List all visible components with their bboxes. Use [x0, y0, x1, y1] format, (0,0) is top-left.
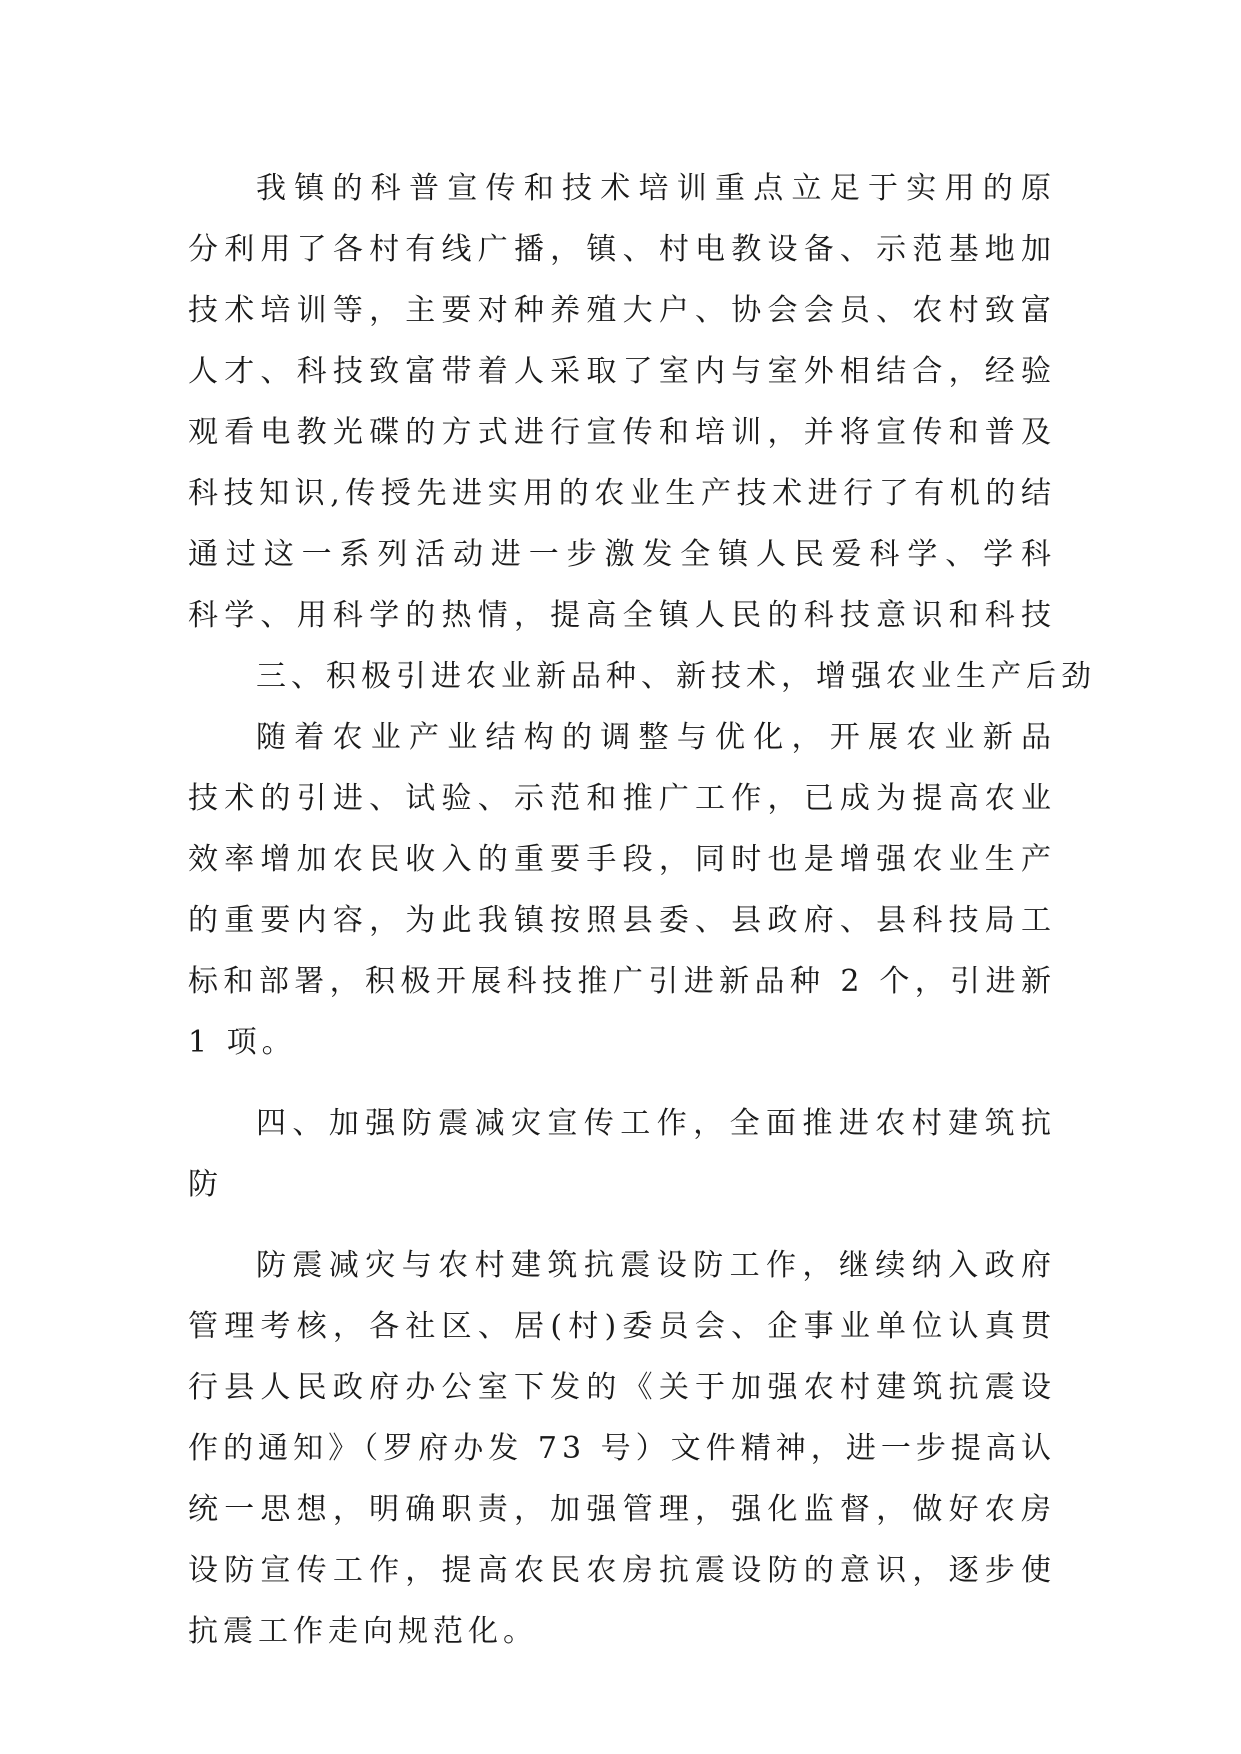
- section-heading-4: [188, 1093, 1056, 1215]
- text-line: 效率增加农民收入的重要手段，同时也是增强农业生产: [188, 842, 1056, 877]
- text-line: 科技知识,传授先进实用的农业生产技术进行了有机的结: [188, 476, 1056, 511]
- paragraph-new-varieties: [188, 707, 1056, 1073]
- text-line: 观看电教光碟的方式进行宣传和培训，并将宣传和普及: [188, 415, 1056, 450]
- text-line: 技术的引进、试验、示范和推广工作，已成为提高农业: [188, 781, 1056, 816]
- text-line: 科学、用科学的热情，提高全镇人民的科技意识和科技: [188, 598, 1056, 633]
- text-line: 统一思想，明确职责，加强管理，强化监督，做好农房: [188, 1492, 1056, 1527]
- paragraph-earthquake-prevention: [188, 1235, 1056, 1662]
- text-line: 技术培训等，主要对种养殖大户、协会会员、农村致富: [188, 293, 1056, 328]
- paragraph-gap: [188, 1073, 1056, 1093]
- heading-line: 四、加强防震减灾宣传工作，全面推进农村建筑抗: [256, 1106, 1056, 1141]
- text-line: 的重要内容，为此我镇按照县委、县政府、县科技局工: [188, 903, 1056, 938]
- section-heading-3: 三、积极引进农业新品种、新技术，增强农业生产后劲: [256, 659, 1096, 694]
- text-line: 设防宣传工作，提高农民农房抗震设防的意识，逐步使: [188, 1553, 1056, 1588]
- document-body: [188, 158, 1096, 1662]
- text-line: 行县人民政府办公室下发的《关于加强农村建筑抗震设: [188, 1370, 1056, 1405]
- text-line: 分利用了各村有线广播，镇、村电教设备、示范基地加: [188, 232, 1056, 267]
- text-line: 防震减灾与农村建筑抗震设防工作，继续纳入政府: [256, 1248, 1056, 1283]
- text-line: 标和部署，积极开展科技推广引进新品种 2 个，引进新: [188, 964, 1056, 999]
- text-line: 人才、科技致富带着人采取了室内与室外相结合，经验: [188, 354, 1056, 389]
- heading-line: 防: [188, 1167, 223, 1202]
- text-line: 随着农业产业结构的调整与优化，开展农业新品: [256, 720, 1056, 755]
- text-line: 抗震工作走向规范化。: [188, 1614, 538, 1649]
- paragraph-science-promotion: [188, 158, 1056, 646]
- text-line: 作的通知》（罗府办发 73 号）文件精神，进一步提高认: [188, 1431, 1056, 1466]
- paragraph-gap: [188, 1215, 1056, 1235]
- text-line: 通过这一系列活动进一步激发全镇人民爱科学、学科: [188, 537, 1056, 572]
- text-line: 1 项。: [188, 1025, 297, 1060]
- text-line: 管理考核，各社区、居(村)委员会、企事业单位认真贯: [188, 1309, 1056, 1344]
- text-line: 我镇的科普宣传和技术培训重点立足于实用的原: [256, 171, 1056, 206]
